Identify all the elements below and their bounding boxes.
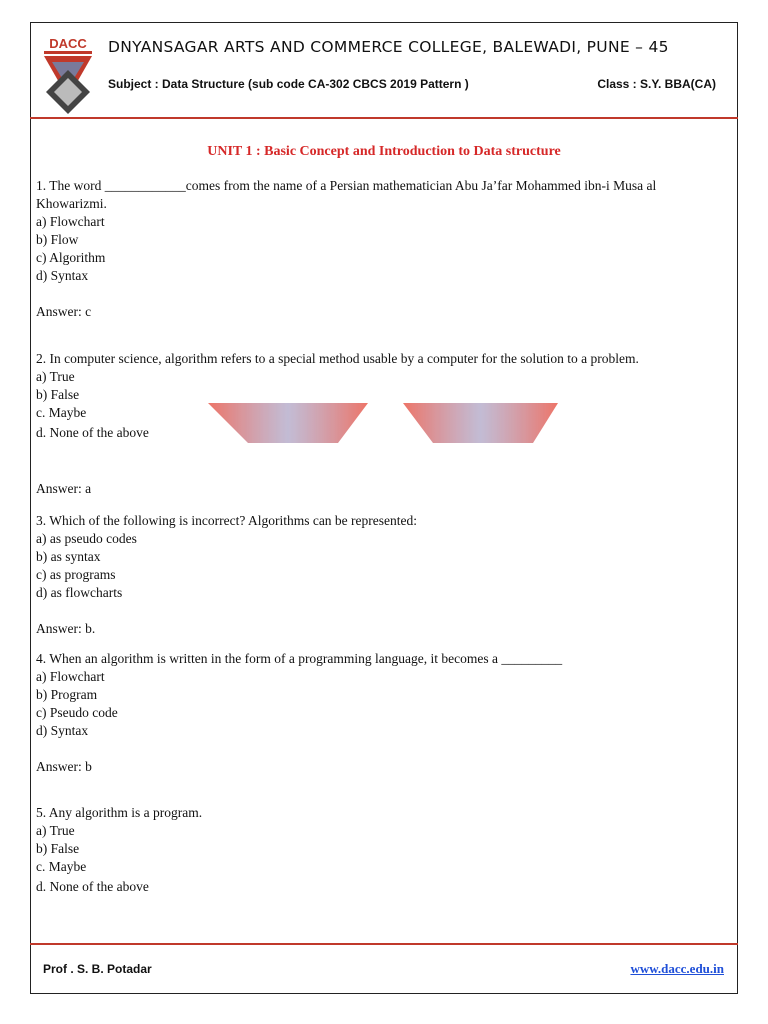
option: b) False [36, 841, 80, 856]
header-divider [30, 117, 738, 119]
college-name: DNYANSAGAR ARTS AND COMMERCE COLLEGE, BALEWADI, PUNE – 45 [108, 38, 669, 56]
question-text: 2. In computer science, algorithm refers to a special method usable by a computer for the solution to a problem. [36, 351, 639, 366]
option: a) Flowchart [36, 214, 105, 229]
svg-text:DACC: DACC [49, 36, 87, 51]
question-text: 3. Which of the following is incorrect? Algorithms can be represented: [36, 513, 418, 528]
college-logo-icon [38, 36, 98, 116]
option: a) Flowchart [36, 669, 105, 684]
option: d. None of the above [36, 879, 149, 894]
footer-author: Prof . S. B. Potadar [43, 962, 152, 976]
option: c. Maybe [36, 859, 87, 874]
question-4 [36, 650, 562, 776]
option: a) as pseudo codes [36, 531, 137, 546]
question-2 [36, 350, 639, 498]
question-3 [36, 512, 417, 638]
question-text: 5. Any algorithm is a program. [36, 805, 203, 820]
option: c) Algorithm [36, 250, 106, 265]
option: d. None of the above [36, 425, 149, 440]
option: c) as programs [36, 567, 116, 582]
question-5 [36, 804, 202, 896]
question-text: 4. When an algorithm is written in the form of a programming language, it becomes a _________ [36, 651, 563, 666]
footer-divider [30, 943, 738, 945]
option: a) True [36, 369, 75, 384]
option: c) Pseudo code [36, 705, 118, 720]
answer: Answer: b. [36, 621, 96, 636]
answer: Answer: c [36, 304, 92, 319]
subject-line: Subject : Data Structure (sub code CA-302 CBCS 2019 Pattern ) [108, 77, 469, 91]
option: b) Flow [36, 232, 79, 247]
option: d) Syntax [36, 723, 89, 738]
option: b) False [36, 387, 80, 402]
option: c. Maybe [36, 405, 87, 420]
question-text-cont: Khowarizmi. [36, 196, 107, 211]
option: d) as flowcharts [36, 585, 123, 600]
question-text: 1. The word ____________comes from the name of a Persian mathematician Abu Ja’far Mohammed ibn-i Musa al [36, 178, 657, 193]
answer: Answer: a [36, 481, 92, 496]
footer-website-link[interactable]: www.dacc.edu.in [630, 961, 724, 976]
class-label: Class : S.Y. BBA(CA) [597, 77, 716, 91]
option: b) Program [36, 687, 98, 702]
option: a) True [36, 823, 75, 838]
question-1 [36, 177, 656, 321]
option: d) Syntax [36, 268, 89, 283]
page-header [30, 22, 738, 118]
option: b) as syntax [36, 549, 101, 564]
unit-title: UNIT 1 : Basic Concept and Introduction to Data structure [207, 144, 561, 159]
answer: Answer: b [36, 759, 92, 774]
